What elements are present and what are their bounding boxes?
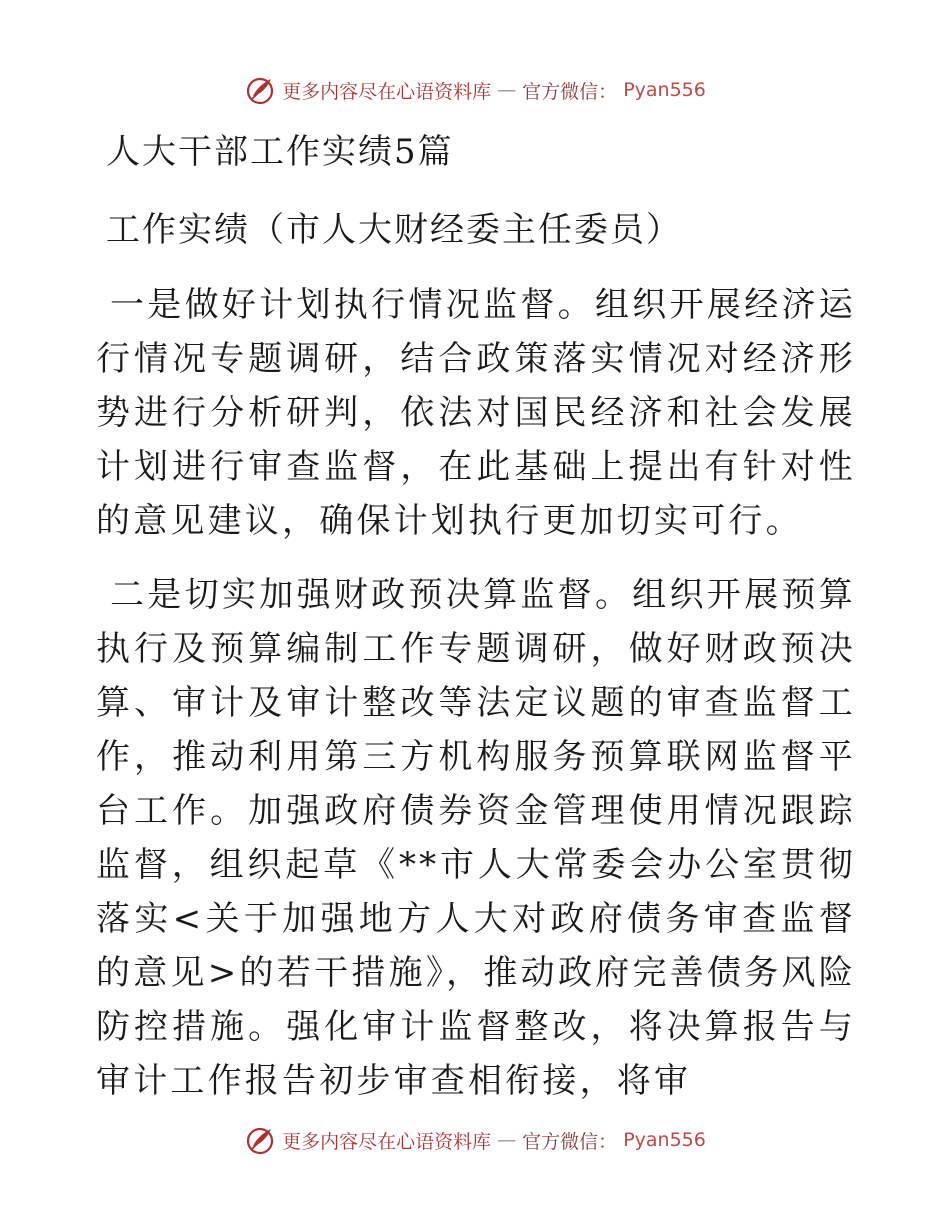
watermark-text: 更多内容尽在心语资料库 bbox=[282, 1130, 492, 1153]
document-subtitle: 工作实绩（市人大财经委主任委员） bbox=[106, 210, 682, 250]
document-title: 人大干部工作实绩5篇 bbox=[106, 132, 454, 172]
feather-logo-icon bbox=[244, 74, 276, 106]
paragraph-2: 二是切实加强财政预决算监督。组织开展预算执行及预算编制工作专题调研，做好财政预决算、审计及审计整改等法定议题的审查监督工作，推动利用第三方机构服务预算联网监督平台工作。加强政府债券资金管理使用情况跟踪监督，组织起草《**市人大常委会办公室贯彻落实<关于加强地方人大对政府债务审查监督的意见>的若干措施》，推动政府完善债务风险防控措施。强化审计监督整改，将决算报告与审计工作报告初步审查相衔接，将审 bbox=[96, 575, 856, 1101]
watermark-header bbox=[0, 74, 950, 106]
watermark-text: 更多内容尽在心语资料库 bbox=[282, 80, 492, 103]
watermark-official-label: 官方微信： bbox=[522, 1130, 618, 1153]
watermark-official-label: 官方微信： bbox=[522, 80, 618, 103]
watermark-dash: — bbox=[497, 79, 517, 101]
watermark-footer bbox=[0, 1124, 950, 1156]
feather-logo-icon bbox=[244, 1124, 276, 1156]
watermark-wechat-id: Pyan556 bbox=[623, 1129, 706, 1151]
watermark-dash: — bbox=[497, 1129, 517, 1151]
watermark-wechat-id: Pyan556 bbox=[623, 79, 706, 101]
document-body bbox=[96, 120, 856, 1128]
paragraph-1: 一是做好计划执行情况监督。组织开展经济运行情况专题调研，结合政策落实情况对经济形势进行分析研判，依法对国民经济和社会发展计划进行审查监督，在此基础上提出有针对性的意见建议，确保计划执行更加切实可行。 bbox=[96, 285, 856, 541]
